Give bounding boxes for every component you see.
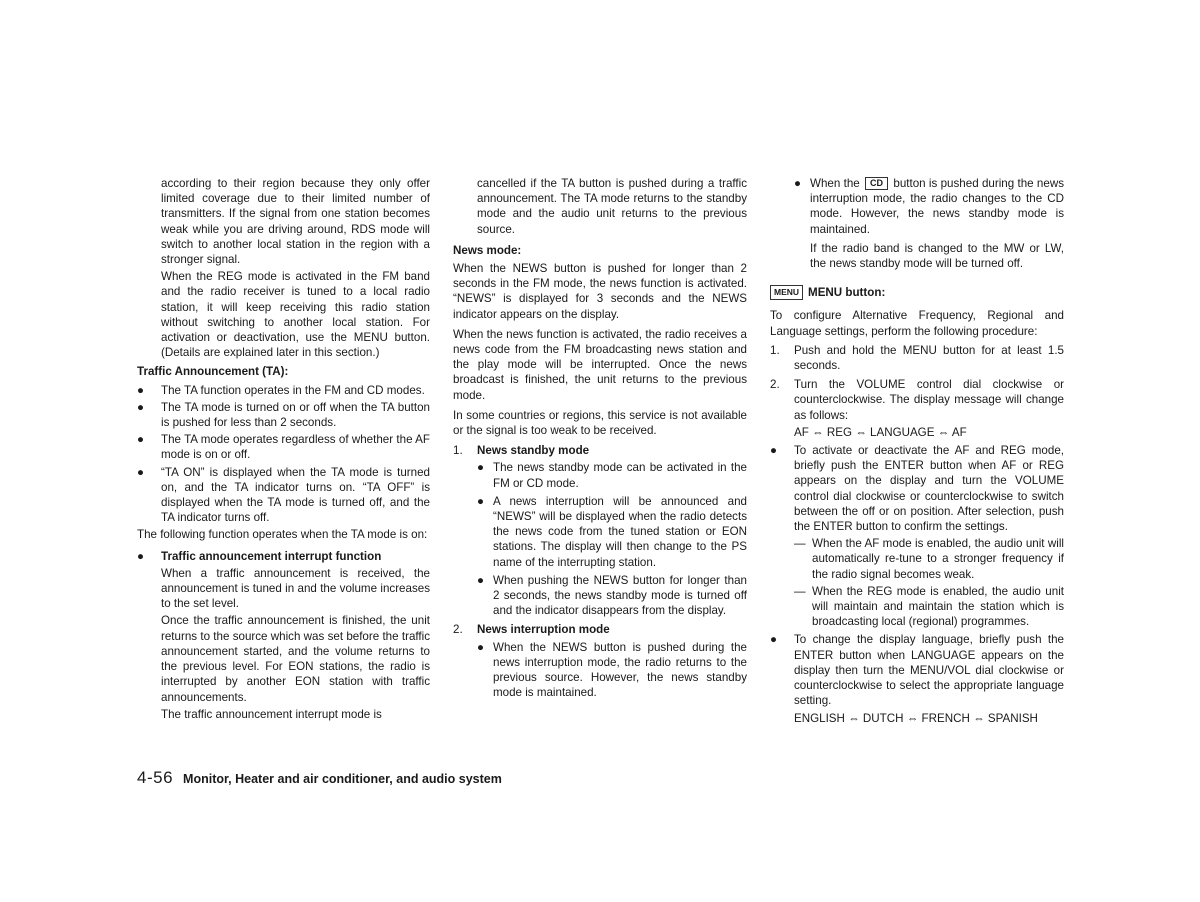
paragraph: Once the traffic announcement is finished, the unit returns to the source which was set before the traffic announcement started, and the volume returns to the previous level. For EON stations, the radio is interrupted by another EON station with traffic announcements. — [161, 614, 430, 704]
bullet-icon: ● — [137, 465, 145, 479]
bullet-icon: ● — [477, 461, 485, 475]
bullet-item: ● A news interruption will be announced and “NEWS” will be displayed when the radio detects the news code from the tuned station or EON stations. The display will then change to the PS name of the interrupting station. — [477, 494, 747, 569]
column-right — [770, 176, 1064, 728]
bullet-item: ● The news standby mode can be activated in the FM or CD mode. — [477, 461, 747, 490]
numbered-step: 1. Push and hold the MENU button for at least 1.5 seconds. — [770, 343, 1064, 373]
bullet-icon: ● — [477, 494, 485, 508]
section-heading-traffic-announcement: Traffic Announcement (TA): — [137, 365, 289, 379]
bullet-icon: ● — [794, 177, 802, 190]
section-heading-menu: MENU MENU button: — [770, 285, 1064, 300]
dash-item: — When the REG mode is enabled, the audio unit will maintain and maintain the station which is broadcasting local (regional) programmes. — [794, 584, 1064, 629]
menu-button-icon: MENU — [770, 285, 803, 300]
paragraph: The following function operates when the TA mode is on: — [137, 528, 428, 542]
paragraph: If the radio band is changed to the MW or LW, the news standby mode will be turned off. — [810, 241, 1064, 271]
bullet-icon: ● — [137, 549, 145, 563]
numbered-heading-news-standby: 1. News standby mode — [453, 444, 590, 458]
paragraph: cancelled if the TA button is pushed during a traffic announcement. The TA mode returns to the standby mode and the audio unit returns to the previous source. — [477, 177, 747, 236]
bullet-icon: ● — [770, 633, 778, 647]
bullet-icon: ● — [137, 433, 145, 447]
cd-button-icon: CD — [865, 177, 888, 190]
bullet-icon: ● — [477, 573, 485, 587]
bullet-item: ● When pushing the NEWS button for longer than 2 seconds, the news standby mode is turned off and the indicator disappears from the display. — [477, 573, 747, 618]
bullet-item: ● The TA function operates in the FM and CD modes. — [137, 383, 425, 397]
column-left — [137, 176, 430, 724]
page-footer — [137, 768, 502, 788]
bullet-heading-interrupt: ● Traffic announcement interrupt function — [137, 549, 382, 563]
paragraph: The traffic announcement interrupt mode is — [161, 707, 382, 721]
bullet-icon: ● — [770, 444, 778, 458]
sequence-languages: ENGLISH ⇔ DUTCH ⇔ FRENCH ⇔ SPANISH — [794, 711, 1038, 725]
numbered-step: 2. Turn the VOLUME control dial clockwise or counterclockwise. The display message will change as follows: — [770, 378, 1064, 422]
section-heading-news-mode: News mode: — [453, 243, 522, 257]
bullet-item-cd: ● When the CD button is pushed during the news interruption mode, the radio changes to the CD mode. However, the news standby mode is maintained. — [794, 177, 1064, 236]
bullet-item: ● The TA mode operates regardless of whether the AF mode is on or off. — [137, 433, 430, 462]
paragraph: When the REG mode is activated in the FM band and the radio receiver is tuned to a local radio station, it will keep receiving this radio station without switching to another local station. For activation or deactivation, use the MENU button. (Details are explained later in this section.) — [161, 270, 430, 360]
bullet-icon: ● — [477, 640, 485, 654]
numbered-heading-news-interruption: 2. News interruption mode — [453, 623, 610, 637]
sequence-af-reg-language: AF ⇔ REG ⇔ LANGUAGE ⇔ AF — [794, 425, 967, 439]
paragraph: In some countries or regions, this service is not available or the signal is too weak to be received. — [453, 408, 747, 438]
paragraph: When the NEWS button is pushed for longer than 2 seconds in the FM mode, the news function is activated. “NEWS” is displayed for 3 seconds and the NEWS indicator appears on the display. — [453, 262, 747, 321]
bullet-item: ● The TA mode is turned on or off when the TA button is pushed for less than 2 seconds. — [137, 400, 430, 430]
bullet-icon: ● — [137, 400, 145, 414]
bullet-item: ● “TA ON” is displayed when the TA mode is turned on, and the TA indicator turns on. “TA OFF” is displayed when the TA mode is turned off, and the TA indicator turns off. — [137, 465, 430, 525]
bullet-item: ● To change the display language, briefly push the ENTER button when LANGUAGE appears on the display then turn the MENU/VOL dial clockwise or counterclockwise to select the appropriate language setting. — [770, 633, 1064, 708]
chapter-title: Monitor, Heater and air conditioner, and audio system — [183, 772, 502, 786]
bullet-item: ● To activate or deactivate the AF and REG mode, briefly push the ENTER button when AF or REG appears on the display and turn the VOLUME control dial clockwise or counterclockwise to switch between the off or on position. After selection, push the ENTER button to confirm the settings. — [770, 444, 1064, 534]
paragraph: When a traffic announcement is received, the announcement is tuned in and the volume increases to the set level. — [161, 566, 430, 611]
dash-item: — When the AF mode is enabled, the audio unit will automatically re-tune to a stronger frequency if the radio signal becomes weak. — [794, 537, 1064, 581]
column-middle — [453, 176, 747, 703]
bullet-icon: ● — [137, 383, 145, 397]
paragraph: When the news function is activated, the radio receives a news code from the FM broadcasting news station and the play mode will be interrupted. Once the news broadcast is finished, the unit returns to the previous mode. — [453, 327, 747, 402]
paragraph: To configure Alternative Frequency, Regional and Language settings, perform the following procedure: — [770, 309, 1064, 338]
paragraph: according to their region because they only offer limited coverage due to their limited number of transmitters. If the signal from one station becomes weak while you are driving around, RDS mode will switch to another local station in the region with a stronger signal. — [161, 177, 430, 267]
bullet-item: ● When the NEWS button is pushed during the news interruption mode, the radio returns to the previous source. However, the news standby mode is maintained. — [477, 640, 747, 700]
page-number: 4-56 — [137, 768, 174, 787]
